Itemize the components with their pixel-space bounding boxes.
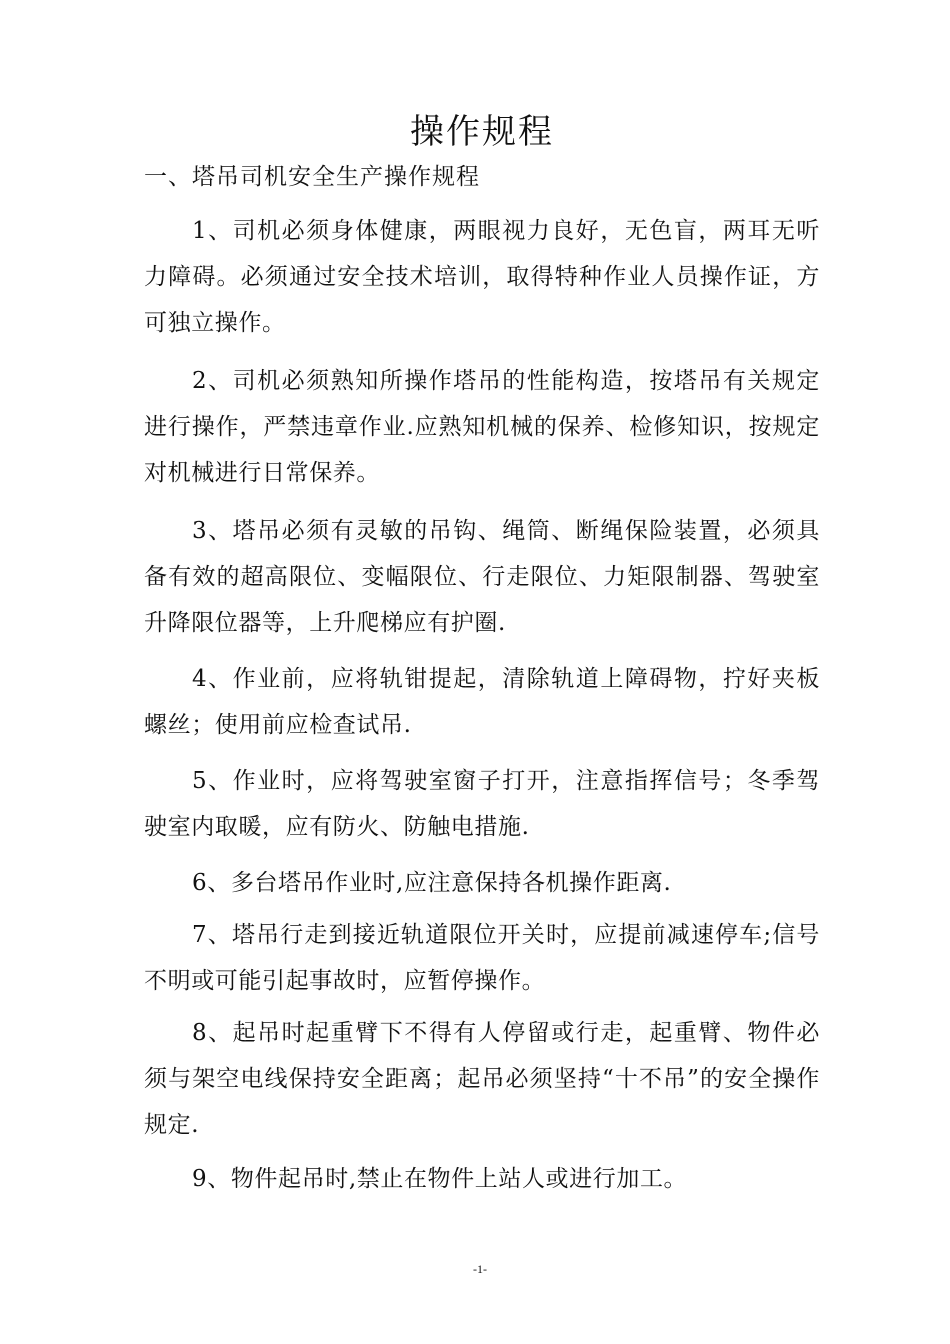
- paragraph-3: 3、塔吊必须有灵敏的吊钩、绳筒、断绳保险装置，必须具备有效的超高限位、变幅限位、行走限位、力矩限制器、驾驶室升降限位器等，上升爬梯应有护圈.: [144, 518, 820, 636]
- document-title: 操作规程: [410, 112, 554, 152]
- section-heading: 一、塔吊司机安全生产操作规程: [144, 164, 480, 190]
- paragraph-8: 8、起吊时起重臂下不得有人停留或行走，起重臂、物件必须与架空电线保持安全距离；起吊必须坚持“十不吊”的安全操作规定.: [144, 1020, 820, 1138]
- paragraph-9: 9、物件起吊时,禁止在物件上站人或进行加工。: [192, 1166, 688, 1192]
- page-number: -1-: [473, 1262, 487, 1276]
- paragraph-7: 7、塔吊行走到接近轨道限位开关时，应提前减速停车;信号不明或可能引起事故时，应暂停操作。: [144, 922, 820, 994]
- paragraph-6: 6、多台塔吊作业时,应注意保持各机操作距离.: [192, 870, 672, 896]
- paragraph-1: 1、司机必须身体健康，两眼视力良好，无色盲，两耳无听力障碍。必须通过安全技术培训，取得特种作业人员操作证，方可独立操作。: [144, 218, 820, 336]
- paragraph-4: 4、作业前，应将轨钳提起，清除轨道上障碍物，拧好夹板螺丝；使用前应检查试吊.: [144, 666, 820, 738]
- paragraph-5: 5、作业时，应将驾驶室窗子打开，注意指挥信号；冬季驾驶室内取暖，应有防火、防触电措施.: [144, 768, 820, 840]
- paragraph-2: 2、司机必须熟知所操作塔吊的性能构造，按塔吊有关规定进行操作，严禁违章作业.应熟知机械的保养、检修知识，按规定对机械进行日常保养。: [144, 368, 820, 486]
